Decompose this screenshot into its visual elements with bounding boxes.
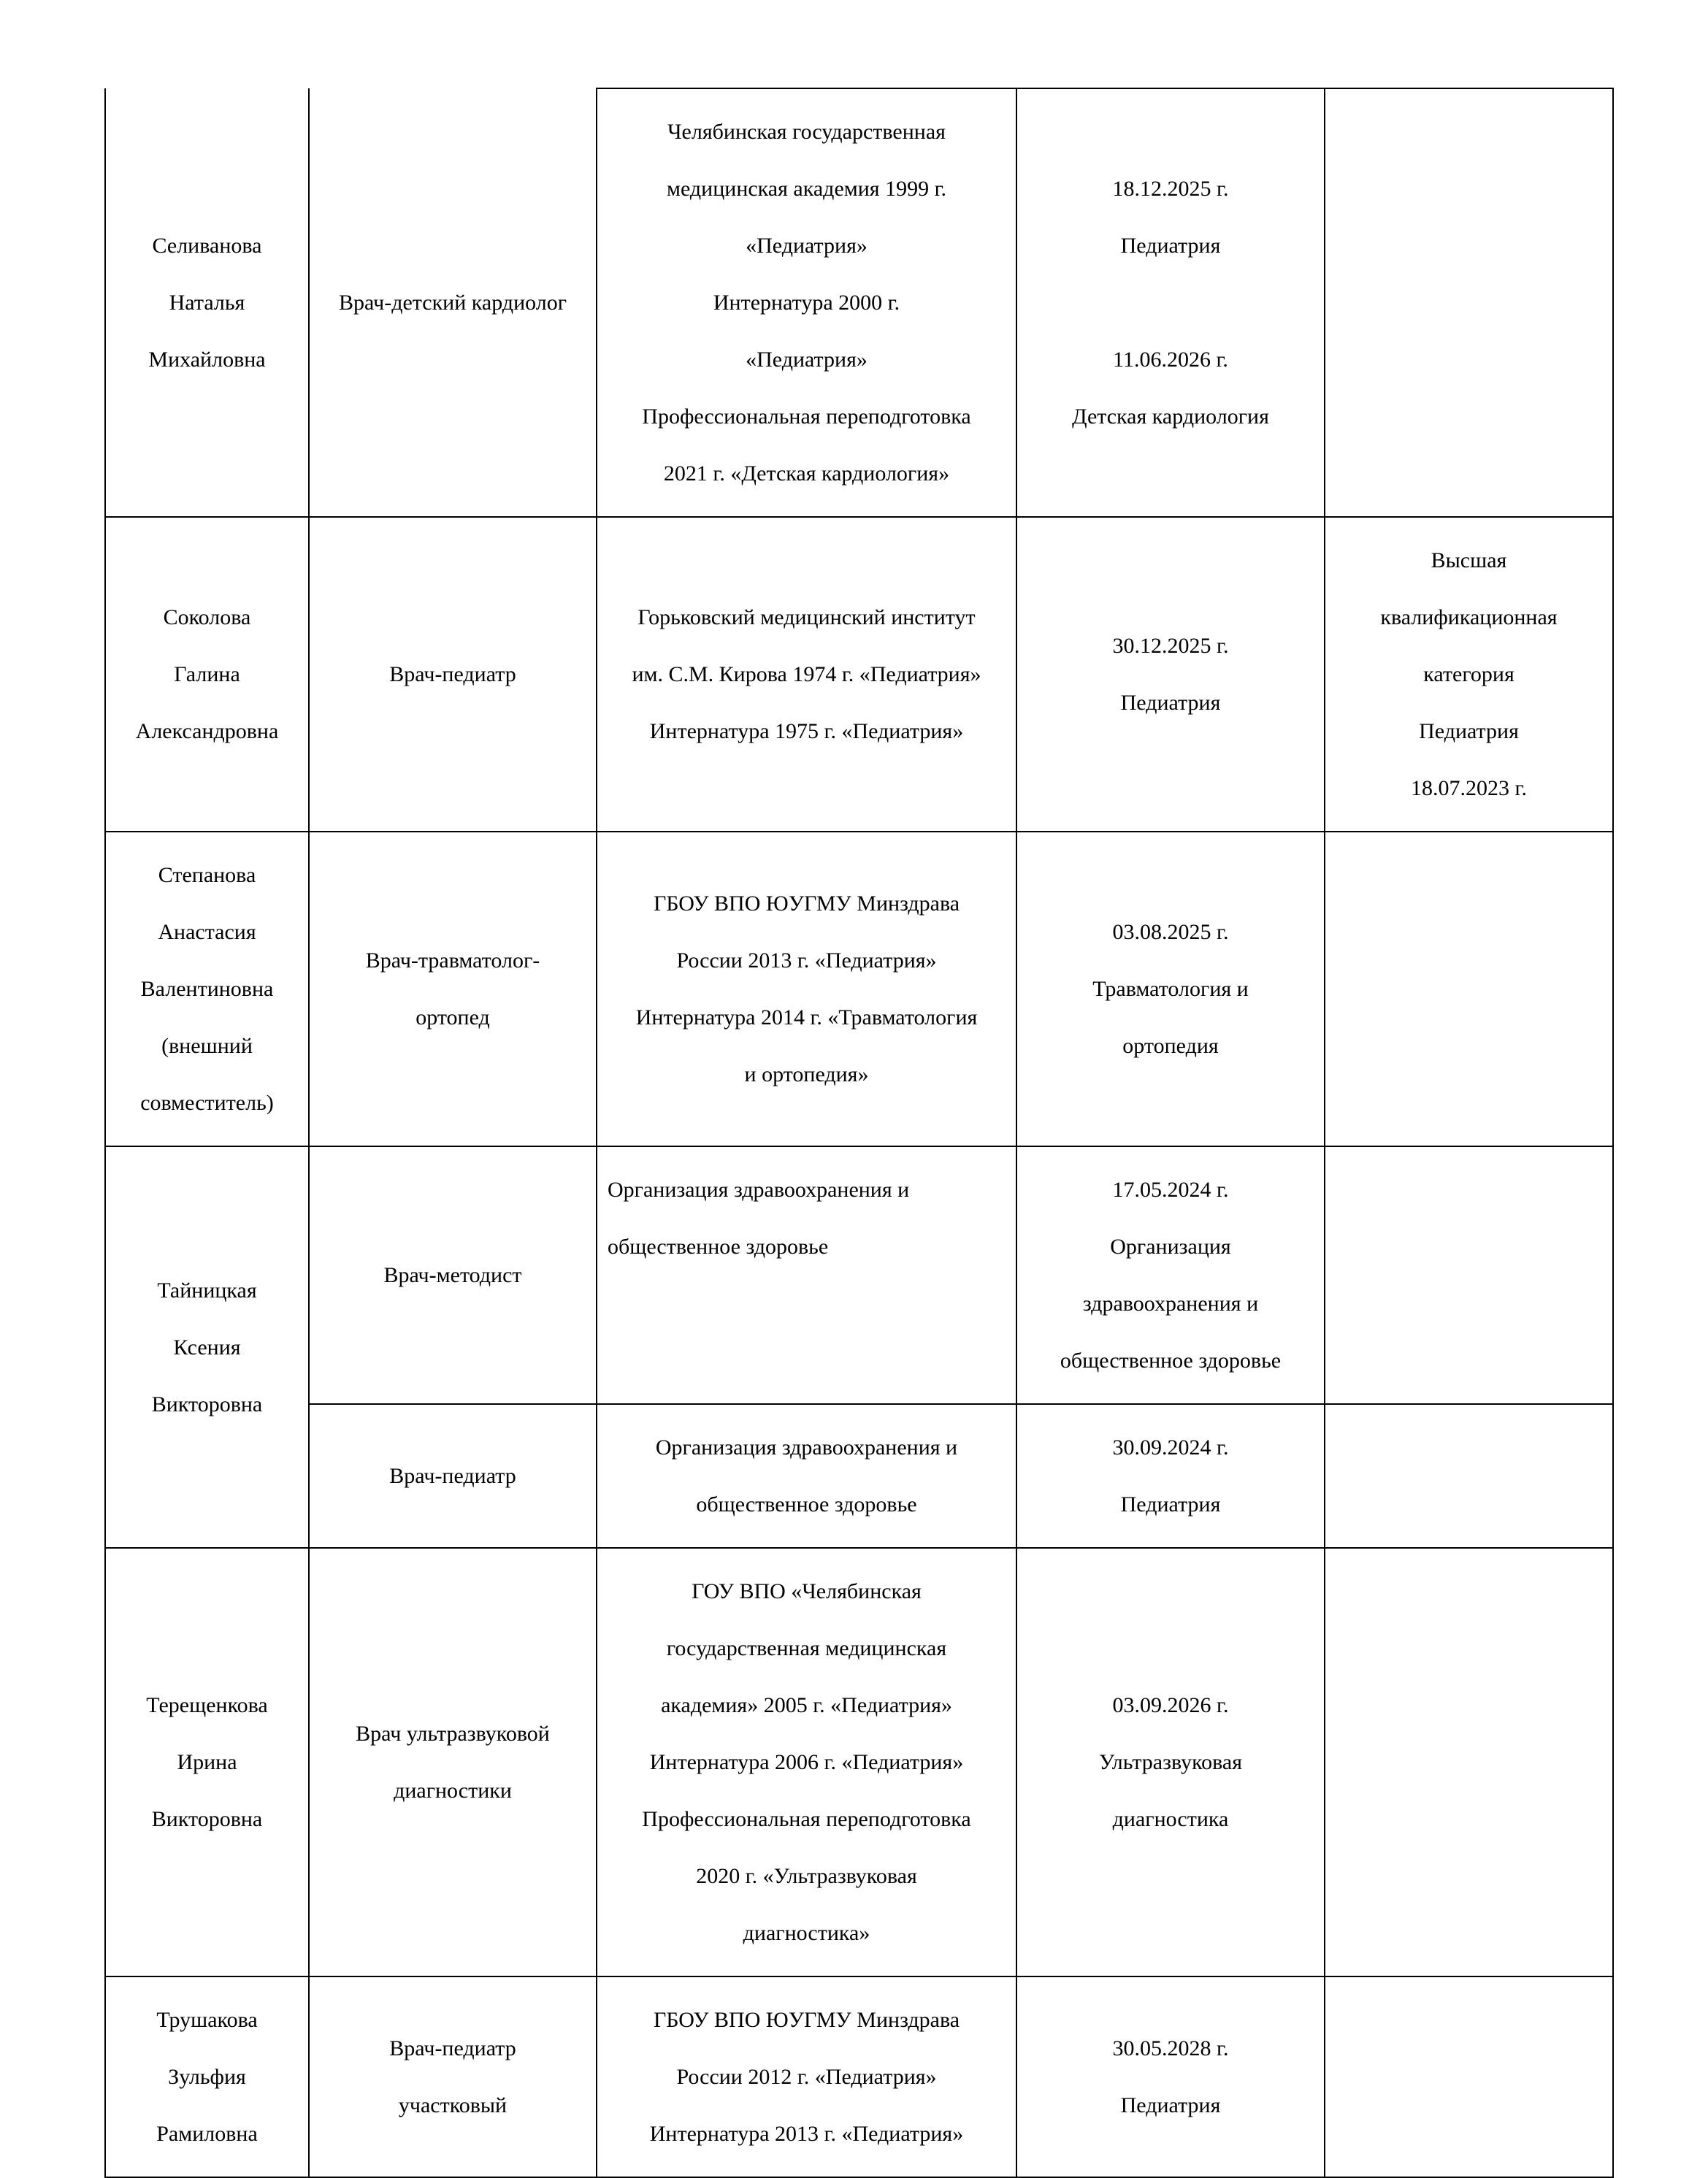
- position-cell: Врач-педиатр: [309, 1404, 597, 1548]
- staff-table: [104, 88, 1614, 2178]
- employee-name-cell: Степанова Анастасия Валентиновна (внешний совместитель): [105, 832, 309, 1146]
- education-cell: ГБОУ ВПО ЮУГМУ Минздрава России 2012 г. «Педиатрия» Интернатура 2013 г. «Педиатрия»: [597, 1976, 1016, 2177]
- education-cell: ГБОУ ВПО ЮУГМУ Минздрава России 2013 г. «Педиатрия» Интернатура 2014 г. «Травматология и ортопедия»: [597, 832, 1016, 1146]
- qualification-category-cell: [1325, 1404, 1613, 1548]
- table-row: [105, 832, 1613, 1146]
- position-cell: Врач-детский кардиолог: [309, 88, 597, 517]
- table-row: [105, 1976, 1613, 2177]
- table-row: [105, 517, 1613, 832]
- education-cell: Организация здравоохранения и общественное здоровье: [597, 1146, 1016, 1404]
- employee-name-cell: Трушакова Зульфия Рамиловна: [105, 1976, 309, 2177]
- qualification-category-cell: [1325, 1548, 1613, 1976]
- qualification-category-cell: [1325, 88, 1613, 517]
- certificate-cell: 30.12.2025 г. Педиатрия: [1016, 517, 1325, 832]
- qualification-category-cell: [1325, 1146, 1613, 1404]
- qualification-category-cell: [1325, 832, 1613, 1146]
- employee-name-cell: Тайницкая Ксения Викторовна: [105, 1146, 309, 1548]
- table-row: [105, 88, 1613, 517]
- position-cell: Врач-педиатр участковый: [309, 1976, 597, 2177]
- certificate-cell: 17.05.2024 г. Организация здравоохранения и общественное здоровье: [1016, 1146, 1325, 1404]
- certificate-cell: 03.09.2026 г. Ультразвуковая диагностика: [1016, 1548, 1325, 1976]
- qualification-category-cell: [1325, 1976, 1613, 2177]
- table-row: [105, 1146, 1613, 1404]
- qualification-category-cell: Высшая квалификационная категория Педиатрия 18.07.2023 г.: [1325, 517, 1613, 832]
- education-cell: Горьковский медицинский институт им. С.М. Кирова 1974 г. «Педиатрия» Интернатура 1975 г. «Педиатрия»: [597, 517, 1016, 832]
- certificate-cell: 03.08.2025 г. Травматология и ортопедия: [1016, 832, 1325, 1146]
- position-cell: Врач ультразвуковой диагностики: [309, 1548, 597, 1976]
- employee-name-cell: Селиванова Наталья Михайловна: [105, 88, 309, 517]
- position-cell: Врач-педиатр: [309, 517, 597, 832]
- certificate-cell: 30.09.2024 г. Педиатрия: [1016, 1404, 1325, 1548]
- position-cell: Врач-травматолог- ортопед: [309, 832, 597, 1146]
- employee-name-cell: Терещенкова Ирина Викторовна: [105, 1548, 309, 1976]
- position-cell: Врач-методист: [309, 1146, 597, 1404]
- education-cell: Организация здравоохранения и общественное здоровье: [597, 1404, 1016, 1548]
- education-cell: Челябинская государственная медицинская академия 1999 г. «Педиатрия» Интернатура 2000 г. «Педиатрия» Профессиональная переподготовка 2021 г. «Детская кардиология»: [597, 88, 1016, 517]
- certificate-cell: 30.05.2028 г. Педиатрия: [1016, 1976, 1325, 2177]
- table-row: [105, 1548, 1613, 1976]
- employee-name-cell: Соколова Галина Александровна: [105, 517, 309, 832]
- education-cell: ГОУ ВПО «Челябинская государственная медицинская академия» 2005 г. «Педиатрия» Интернатура 2006 г. «Педиатрия» Профессиональная переподготовка 2020 г. «Ультразвуковая диагностика»: [597, 1548, 1016, 1976]
- certificate-cell: 18.12.2025 г. Педиатрия 11.06.2026 г. Детская кардиология: [1016, 88, 1325, 517]
- table-row: [105, 1404, 1613, 1548]
